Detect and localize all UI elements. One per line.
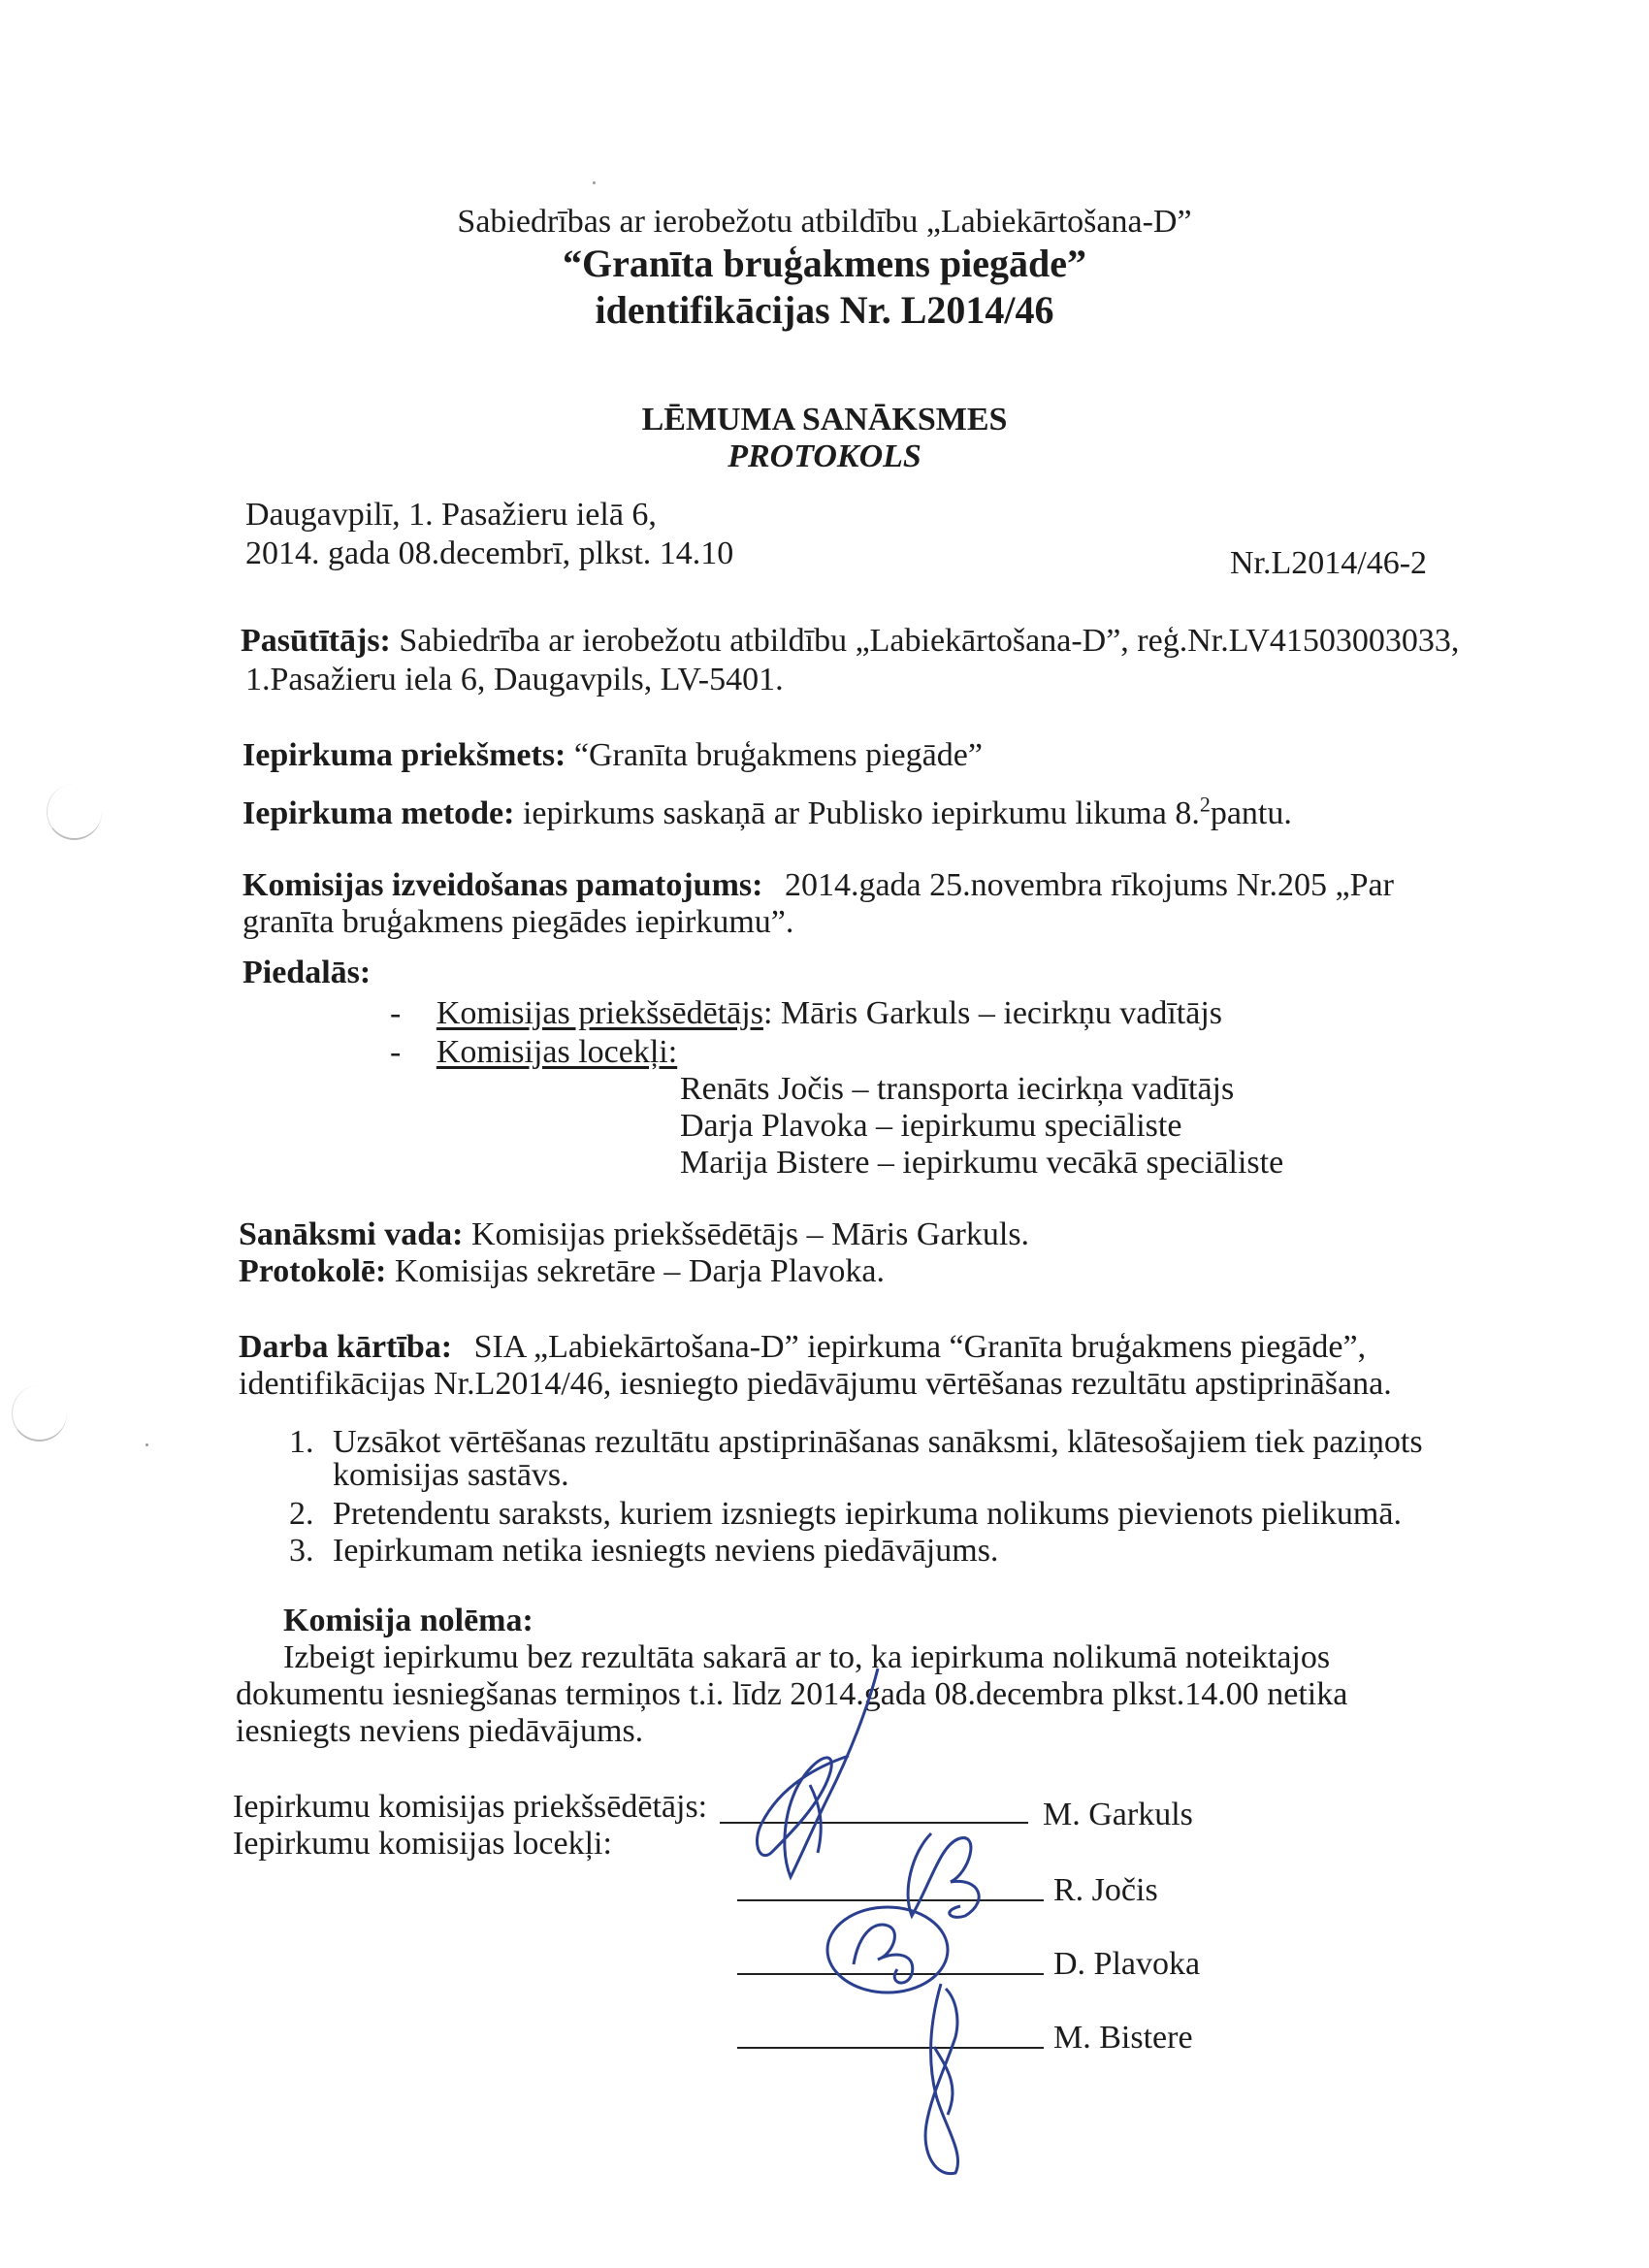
customer-value: Sabiedrība ar ierobežotu atbildību „Labiekārtošana-D”, reģ.Nr.LV41503003033, <box>399 623 1460 659</box>
agenda-item-1-continuation: komisijas sastāvs. <box>333 1457 569 1493</box>
punch-hole-mark <box>12 1385 67 1442</box>
member-2: Darja Plavoka – iepirkumu speciāliste <box>680 1108 1182 1144</box>
decision-text-2: dokumentu iesniegšanas termiņos t.i. līdz 2014.gada 08.decembra plkst.14.00 netika <box>236 1676 1348 1712</box>
meeting-place: Daugavpilī, 1. Pasažieru ielā 6, <box>245 497 657 533</box>
basis-line <box>242 865 1394 906</box>
participants-chair <box>390 993 1222 1034</box>
basis-value: 2014.gada 25.novembra rīkojums Nr.205 „Par <box>784 867 1394 903</box>
basis-continuation: granīta bruģakmens piegādes iepirkumu”. <box>242 904 794 940</box>
method-tail: pantu. <box>1210 795 1292 831</box>
header-organization: Sabiedrības ar ierobežotu atbildību „Labiekārtošana-D” <box>457 204 1192 240</box>
subject-value: “Granīta bruģakmens piegāde” <box>573 737 983 773</box>
led-by-label: Sanāksmi vada: <box>239 1216 464 1252</box>
punch-hole-mark <box>47 784 102 840</box>
recorder-value: Komisijas sekretāre – Darja Plavoka. <box>394 1253 885 1289</box>
customer-address: 1.Pasažieru iela 6, Daugavpils, LV-5401. <box>245 662 784 697</box>
agenda-continuation: identifikācijas Nr.L2014/46, iesniegto piedāvājumu vērtēšanas rezultātu apstiprināšana. <box>239 1366 1392 1402</box>
agenda-item-2-number: 2. <box>289 1496 314 1532</box>
agenda-item-3-number: 3. <box>289 1533 314 1569</box>
signatory-name-2: R. Jočis <box>1053 1872 1158 1908</box>
subject-line <box>242 735 983 776</box>
agenda-label: Darba kārtība: <box>239 1329 453 1365</box>
signature-members-label: Iepirkumu komisijas locekļi: <box>233 1826 612 1862</box>
document-subtitle: PROTOKOLS <box>728 438 922 474</box>
subject-label: Iepirkuma priekšmets: <box>242 737 566 773</box>
signatory-name-4: M. Bistere <box>1053 2020 1193 2056</box>
dash: - <box>390 1034 402 1070</box>
header-procurement-title: “Granīta bruģakmens piegāde” <box>562 242 1087 285</box>
agenda-item-1-number: 1. <box>289 1424 314 1460</box>
agenda-item-3-text: Iepirkumam netika iesniegts neviens piedāvājums. <box>333 1533 999 1569</box>
led-by-line <box>239 1215 1029 1255</box>
meeting-date: 2014. gada 08.decembrī, plkst. 14.10 <box>245 535 734 571</box>
agenda-item-1-text: Uzsākot vērtēšanas rezultātu apstiprināšanas sanāksmi, klātesošajiem tiek paziņots <box>333 1424 1423 1460</box>
agenda-value: SIA „Labiekārtošana-D” iepirkuma “Granīta bruģakmens piegāde”, <box>473 1329 1367 1365</box>
led-by-value: Komisijas priekšsēdētājs – Māris Garkuls. <box>470 1216 1030 1252</box>
decision-text-3: iesniegts neviens piedāvājums. <box>236 1713 644 1749</box>
members-role-label: Komisijas locekļi: <box>436 1034 678 1070</box>
scan-speck <box>146 1443 148 1446</box>
header-identification: identifikācijas Nr. L2014/46 <box>595 288 1054 332</box>
handwritten-signature-member-3 <box>888 1979 1004 2183</box>
member-1: Renāts Jočis – transporta iecirkņa vadītājs <box>680 1071 1235 1107</box>
customer-label: Pasūtītājs: <box>241 623 391 659</box>
participants-label: Piedalās: <box>242 955 372 990</box>
scan-speck <box>593 181 596 184</box>
recorder-line <box>239 1251 885 1292</box>
participants-members <box>390 1032 677 1073</box>
method-superscript: 2 <box>1199 792 1211 817</box>
dash: - <box>390 995 402 1031</box>
method-value: iepirkums saskaņā ar Publisko iepirkumu likuma 8. <box>522 795 1200 831</box>
chair-role-value: : Māris Garkuls – iecirkņu vadītājs <box>762 995 1223 1031</box>
agenda-line <box>239 1327 1366 1368</box>
document-title: LĒMUMA SANĀKSMES <box>641 402 1008 437</box>
signatory-name-3: D. Plavoka <box>1053 1946 1201 1982</box>
decision-text-1: Izbeigt iepirkumu bez rezultāta sakarā ar to, ka iepirkuma nolikumā noteiktajos <box>283 1639 1331 1675</box>
decision-label: Komisija nolēma: <box>283 1603 534 1638</box>
basis-label: Komisijas izveidošanas pamatojums: <box>242 867 763 903</box>
customer-line <box>241 621 1459 662</box>
signature-chair-label: Iepirkumu komisijas priekšsēdētājs: <box>233 1789 708 1825</box>
method-line <box>242 794 1292 834</box>
chair-role-label: Komisijas priekšsēdētājs <box>436 995 763 1031</box>
agenda-item-2-text: Pretendentu saraksts, kuriem izsniegts iepirkuma nolikums pievienots pielikumā. <box>333 1496 1402 1532</box>
method-label: Iepirkuma metode: <box>242 795 515 831</box>
recorder-label: Protokolē: <box>239 1253 387 1289</box>
protocol-number: Nr.L2014/46-2 <box>1230 545 1428 581</box>
signatory-name-1: M. Garkuls <box>1043 1797 1193 1832</box>
member-3: Marija Bistere – iepirkumu vecākā speciāliste <box>680 1145 1284 1181</box>
